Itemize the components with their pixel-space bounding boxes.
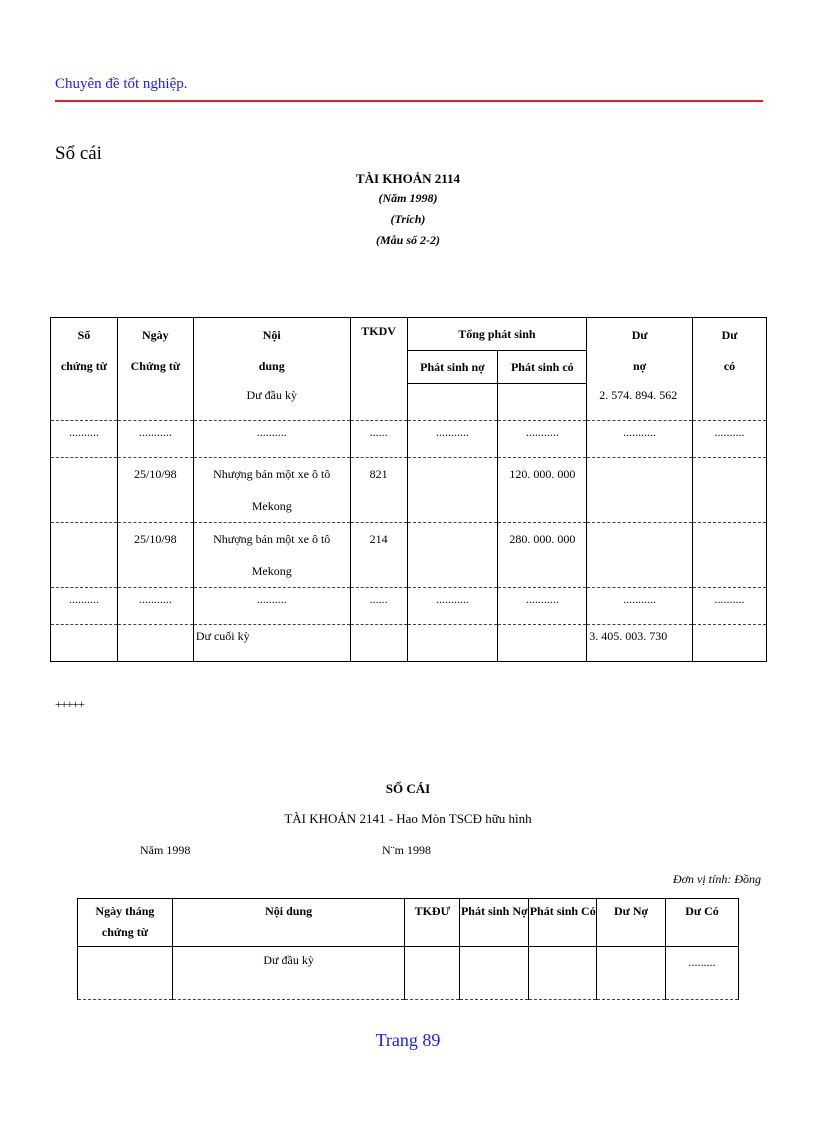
cell-date: ...........	[117, 588, 193, 625]
currency-unit: Đơn vị tính: Đồng	[672, 872, 761, 886]
account-subtitle: TÀI KHOẢN 2141 - Hao Mòn TSCĐ hữu hình	[284, 811, 532, 826]
cell-credit-balance	[693, 523, 767, 588]
header-label: Nội	[262, 327, 281, 342]
cell-tk: 214	[350, 523, 407, 588]
cell-credit-balance	[693, 625, 767, 662]
document-header: Chuyên đề tốt nghiệp.	[55, 76, 188, 92]
section-separator: +++++	[55, 697, 84, 711]
cell-date: 25/10/98	[117, 458, 193, 523]
cell-credit-arising: 280. 000. 000	[498, 523, 587, 588]
cell-content: Dư đầu kỳ	[193, 384, 350, 421]
table-header-row	[51, 318, 767, 351]
cell-debit-arising	[407, 458, 498, 523]
cell-debit-balance	[587, 523, 693, 588]
account-extract: (Trích)	[390, 212, 426, 226]
cell-credit-balance	[693, 384, 767, 421]
header-divider	[55, 100, 763, 102]
cell-voucher-no	[51, 384, 118, 421]
cell-tk	[350, 625, 407, 662]
col-header-debit-balance	[587, 318, 693, 384]
cell-content: Nhượng bán một xe ô tô Mekong	[193, 523, 350, 588]
table-row	[51, 523, 767, 588]
cell-date: 25/10/98	[117, 523, 193, 588]
cell-date-voucher	[78, 947, 173, 1000]
col-header-debit-balance: Dư Nợ	[597, 899, 666, 947]
ledger-table-2114	[50, 317, 767, 662]
ledger-table-2141	[77, 898, 739, 1000]
cell-credit-arising: ...........	[498, 588, 587, 625]
cell-tk: ......	[350, 421, 407, 458]
col-header-debit-arising: Phát sinh nợ	[407, 351, 498, 384]
header-label: chứng từ	[60, 358, 107, 373]
cell-debit-arising	[407, 625, 498, 662]
account-form: (Mẫu số 2-2)	[375, 233, 440, 247]
cell-voucher-no: ..........	[51, 421, 118, 458]
cell-date	[117, 384, 193, 421]
cell-tk	[350, 384, 407, 421]
header-label: Chứng từ	[130, 358, 181, 373]
cell-voucher-no	[51, 625, 118, 662]
cell-voucher-no	[51, 458, 118, 523]
cell-debit-balance: 3. 405. 003. 730	[587, 625, 693, 662]
col-header-date-voucher: Ngày tháng chứng từ	[78, 899, 173, 947]
cell-tk: 821	[350, 458, 407, 523]
cell-content: Nhượng bán một xe ô tô Mekong	[193, 458, 350, 523]
cell-debit-arising	[460, 947, 529, 1000]
year-label-right: N¨m 1998	[382, 843, 431, 857]
cell-tk	[405, 947, 460, 1000]
col-header-content: Nội dung	[172, 899, 405, 947]
cell-content: ..........	[193, 588, 350, 625]
header-label: Dư	[631, 327, 648, 342]
table-row	[51, 421, 767, 458]
cell-voucher-no	[51, 523, 118, 588]
cell-credit-arising: 120. 000. 000	[498, 458, 587, 523]
col-header-credit-balance: Dư Có	[666, 899, 739, 947]
account-year: (Năm 1998)	[378, 191, 438, 205]
cell-credit-balance: ..........	[693, 588, 767, 625]
col-header-content	[193, 318, 350, 384]
col-header-voucher-no	[51, 318, 118, 384]
header-label: Dư	[721, 327, 738, 342]
cell-credit-arising: ...........	[498, 421, 587, 458]
table-row	[51, 625, 767, 662]
cell-content: ..........	[193, 421, 350, 458]
cell-date: ...........	[117, 421, 193, 458]
cell-credit-balance: .........	[666, 947, 739, 1000]
cell-content: Dư đầu kỳ	[172, 947, 405, 1000]
cell-debit-balance: 2. 574. 894. 562	[587, 384, 693, 421]
col-header-total: Tổng phát sinh	[407, 318, 587, 351]
table-row	[51, 384, 767, 421]
cell-credit-arising	[529, 947, 597, 1000]
cell-date	[117, 625, 193, 662]
cell-debit-arising	[407, 384, 498, 421]
table-row	[78, 947, 739, 1000]
header-label: Số	[77, 327, 91, 342]
col-header-tkdv: TKDV	[350, 318, 407, 384]
cell-tk: ......	[350, 588, 407, 625]
cell-credit-arising	[498, 625, 587, 662]
ledger-label: Sổ cái	[55, 143, 102, 164]
cell-debit-balance: ...........	[587, 588, 693, 625]
col-header-tkdu: TKĐƯ	[405, 899, 460, 947]
table-header-row	[78, 899, 739, 947]
cell-voucher-no: ..........	[51, 588, 118, 625]
table-row	[51, 458, 767, 523]
cell-credit-arising	[498, 384, 587, 421]
cell-debit-arising: ...........	[407, 421, 498, 458]
cell-debit-balance	[597, 947, 666, 1000]
ledger-title: SỔ CÁI	[385, 781, 431, 796]
cell-content: Dư cuối kỳ	[193, 625, 350, 662]
page-number: Trang 89	[375, 1030, 441, 1050]
header-label: dung	[258, 358, 285, 373]
col-header-credit-arising: Phát sinh Có	[529, 899, 597, 947]
header-label: nợ	[632, 358, 647, 373]
cell-debit-arising: ...........	[407, 588, 498, 625]
cell-credit-balance	[693, 458, 767, 523]
cell-credit-balance: ..........	[693, 421, 767, 458]
header-label: Ngày	[142, 327, 169, 342]
col-header-debit-arising: Phát sinh Nợ	[460, 899, 529, 947]
cell-debit-arising	[407, 523, 498, 588]
header-label: có	[723, 358, 736, 373]
cell-debit-balance	[587, 458, 693, 523]
account-title: TÀI KHOẢN 2114	[355, 171, 460, 186]
col-header-date	[117, 318, 193, 384]
col-header-credit-balance	[693, 318, 767, 384]
cell-debit-balance: ...........	[587, 421, 693, 458]
year-label-left: Năm 1998	[140, 843, 191, 857]
col-header-credit-arising: Phát sinh có	[498, 351, 587, 384]
table-row	[51, 588, 767, 625]
